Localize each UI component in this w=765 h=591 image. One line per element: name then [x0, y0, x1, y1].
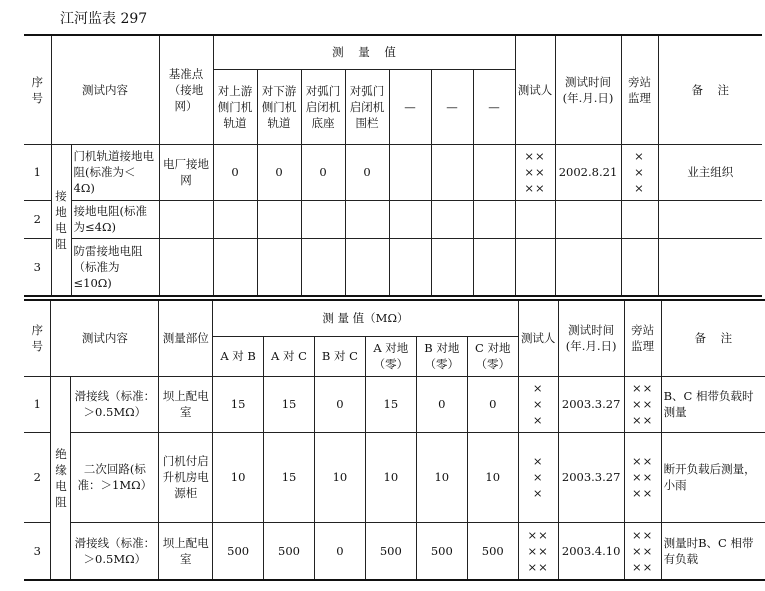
header-part: 测量部位 [159, 300, 213, 376]
header-col: — [389, 69, 431, 144]
cell-value: 0 [314, 522, 365, 580]
cell-value: 10 [314, 432, 365, 522]
header-content: 测试内容 [51, 300, 159, 376]
cell-value: 500 [365, 522, 416, 580]
cell-value [431, 200, 473, 238]
cell-value: 0 [213, 144, 257, 200]
row-seq: 2 [24, 432, 51, 522]
row-remark: 测量时B、C 相带有负载 [661, 522, 765, 580]
cell-value [257, 238, 301, 296]
cell-value: 10 [416, 432, 467, 522]
row-supervise: ×× ×× ×× [624, 376, 661, 432]
group-label: 绝缘电阻 [51, 376, 71, 580]
header-col: B 对 C [314, 336, 365, 376]
row-tester [515, 238, 555, 296]
cell-value: 0 [257, 144, 301, 200]
row-base [159, 238, 213, 296]
header-col: 对弧门启闭机底座 [301, 69, 345, 144]
cell-value [389, 200, 431, 238]
header-col: 对上游侧门机轨道 [213, 69, 257, 144]
cell-value [389, 144, 431, 200]
row-tester: ×× ×× ×× [518, 522, 558, 580]
row-supervise [621, 200, 658, 238]
row-part: 坝上配电室 [159, 522, 213, 580]
header-col: — [473, 69, 515, 144]
header-time: 测试时间(年.月.日) [558, 300, 624, 376]
cell-value: 500 [416, 522, 467, 580]
row-content: 防雷接地电阻（标准为≤10Ω) [71, 238, 159, 296]
cell-value: 0 [345, 144, 389, 200]
row-seq: 3 [24, 238, 51, 296]
cell-value [473, 200, 515, 238]
table-row [24, 376, 765, 432]
row-remark: 业主组织 [658, 144, 762, 200]
header-seq: 序号 [24, 35, 51, 144]
row-tester: × × × [518, 376, 558, 432]
cell-value [345, 200, 389, 238]
header-col: A 对 C [264, 336, 315, 376]
cell-value [473, 238, 515, 296]
row-tester: × × × [518, 432, 558, 522]
row-seq: 1 [24, 376, 51, 432]
header-measured: 测 量 值（MΩ） [213, 300, 519, 336]
row-part: 坝上配电室 [159, 376, 213, 432]
cell-value: 10 [467, 432, 518, 522]
cell-value [389, 238, 431, 296]
header-supervise: 旁站监理 [621, 35, 658, 144]
cell-value: 0 [301, 144, 345, 200]
header-tester: 测试人 [515, 35, 555, 144]
row-remark: B、C 相带负载时测量 [661, 376, 765, 432]
cell-value: 500 [467, 522, 518, 580]
cell-value: 500 [213, 522, 264, 580]
cell-value [301, 200, 345, 238]
cell-value [213, 238, 257, 296]
header-remark: 备 注 [658, 35, 762, 144]
row-remark [658, 238, 762, 296]
cell-value [345, 238, 389, 296]
header-col: A 对 B [213, 336, 264, 376]
cell-value: 0 [314, 376, 365, 432]
row-content: 滑接线（标准：＞0.5MΩ） [71, 522, 159, 580]
cell-value: 15 [365, 376, 416, 432]
header-time: 测试时间(年.月.日) [555, 35, 621, 144]
row-remark [658, 200, 762, 238]
header-remark: 备 注 [661, 300, 765, 376]
group-label: 接地电阻 [51, 144, 71, 296]
grounding-resistance-table [24, 34, 762, 297]
header-seq: 序号 [24, 300, 51, 376]
cell-value: 15 [213, 376, 264, 432]
header-col: C 对地（零） [467, 336, 518, 376]
row-content: 滑接线（标准：＞0.5MΩ） [71, 376, 159, 432]
row-time: 2002.8.21 [555, 144, 621, 200]
header-content: 测试内容 [51, 35, 159, 144]
cell-value: 0 [467, 376, 518, 432]
row-content: 二次回路(标准：＞1MΩ） [71, 432, 159, 522]
cell-value: 10 [365, 432, 416, 522]
header-col: 对下游侧门机轨道 [257, 69, 301, 144]
row-base [159, 200, 213, 238]
cell-value [431, 144, 473, 200]
row-time: 2003.3.27 [558, 432, 624, 522]
row-tester [515, 200, 555, 238]
table-row [24, 144, 762, 200]
cell-value [301, 238, 345, 296]
row-supervise: × × × [621, 144, 658, 200]
header-col: B 对地（零） [416, 336, 467, 376]
table-row [24, 238, 762, 296]
row-time [555, 238, 621, 296]
cell-value: 15 [264, 432, 315, 522]
header-col: 对弧门启闭机围栏 [345, 69, 389, 144]
cell-value: 500 [264, 522, 315, 580]
row-part: 门机付启升机房电源柜 [159, 432, 213, 522]
table-row [24, 522, 765, 580]
page-title: 江河监表 297 [60, 11, 148, 27]
row-seq: 3 [24, 522, 51, 580]
cell-value [213, 200, 257, 238]
row-content: 门机轨道接地电阻(标准为＜4Ω) [71, 144, 159, 200]
cell-value [257, 200, 301, 238]
cell-value [431, 238, 473, 296]
header-col: — [431, 69, 473, 144]
insulation-resistance-table [24, 299, 765, 581]
row-content: 接地电阻(标准为≤4Ω) [71, 200, 159, 238]
row-time [555, 200, 621, 238]
header-col: A 对地（零） [365, 336, 416, 376]
table-row [24, 200, 762, 238]
cell-value: 0 [416, 376, 467, 432]
cell-value: 10 [213, 432, 264, 522]
row-remark: 断开负载后测量，小雨 [661, 432, 765, 522]
row-supervise: ×× ×× ×× [624, 522, 661, 580]
row-supervise: ×× ×× ×× [624, 432, 661, 522]
header-supervise: 旁站监理 [624, 300, 661, 376]
row-tester: ×× ×× ×× [515, 144, 555, 200]
row-time: 2003.3.27 [558, 376, 624, 432]
row-base: 电厂接地网 [159, 144, 213, 200]
table-row [24, 432, 765, 522]
row-seq: 1 [24, 144, 51, 200]
cell-value [473, 144, 515, 200]
header-measured: 测 量 值 [213, 35, 515, 69]
row-time: 2003.4.10 [558, 522, 624, 580]
header-tester: 测试人 [518, 300, 558, 376]
header-base: 基准点（接地网） [159, 35, 213, 144]
cell-value: 15 [264, 376, 315, 432]
row-seq: 2 [24, 200, 51, 238]
row-supervise [621, 238, 658, 296]
